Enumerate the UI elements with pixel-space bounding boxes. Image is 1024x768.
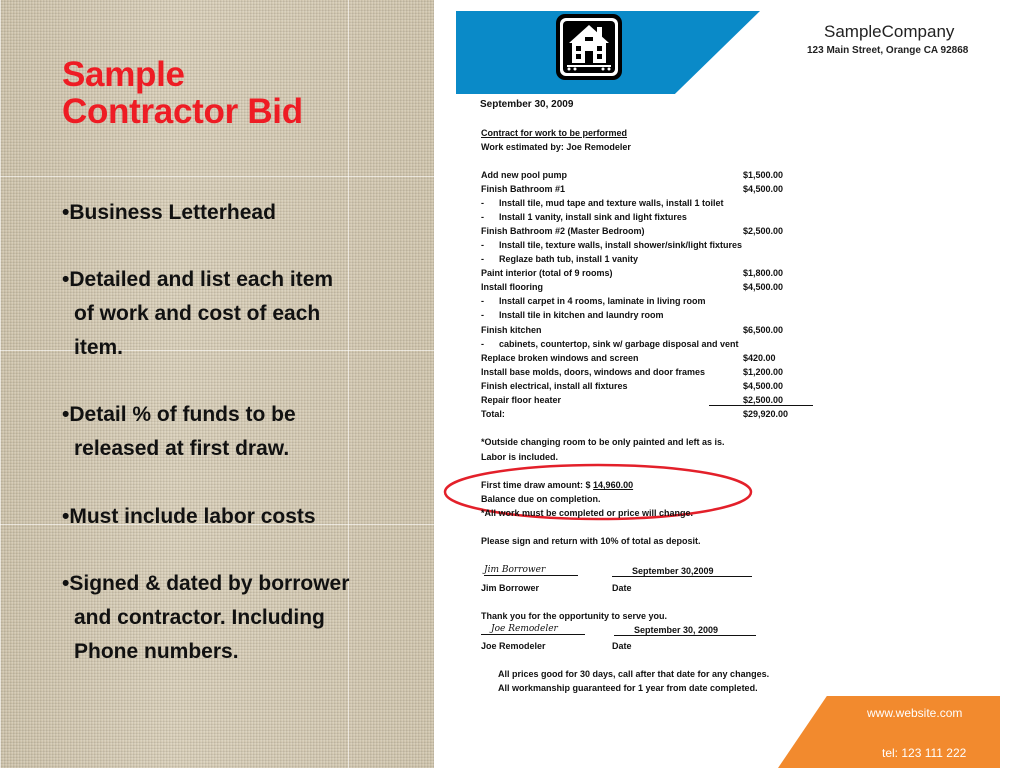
line-item-label: Paint interior (total of 9 rooms) <box>481 268 613 278</box>
bullet-text: •Detail % of funds to be <box>62 403 296 426</box>
line-item-label: Install base molds, doors, windows and door frames <box>481 367 706 377</box>
bullet-text: item. <box>74 336 124 359</box>
draw-amount: 14,960.00 <box>593 480 634 490</box>
footer-website: www.website.com <box>867 706 963 720</box>
line-item-label: Finish Bathroom #1 <box>481 184 566 194</box>
borrower-date: September 30,2009 <box>612 566 752 577</box>
bullet-text: released at first draw. <box>74 437 290 460</box>
line-item-label: Repair floor heater <box>481 395 562 405</box>
document-date: September 30, 2009 <box>480 99 574 110</box>
bullet-detailed-items <box>62 263 333 365</box>
line-item-detail: - Install tile, texture walls, install shower/sink/light fixtures <box>481 240 743 250</box>
note-labor: Labor is included. <box>481 452 559 462</box>
borrower-signature: Jim Borrower <box>484 565 578 576</box>
panel-grid-line <box>0 176 434 177</box>
contractor-name: Joe Remodeler <box>481 641 546 651</box>
line-item-amount: $4,500.00 <box>743 381 784 391</box>
line-item-amount: $420.00 <box>743 353 776 363</box>
contractor-date: September 30, 2009 <box>614 625 756 636</box>
thanks-note: Thank you for the opportunity to serve you. <box>481 611 668 621</box>
bullet-business-letterhead <box>62 196 276 230</box>
bullet-text: •Signed & dated by borrower <box>62 572 350 595</box>
house-icon <box>555 13 623 81</box>
line-item-amount: $1,200.00 <box>743 367 784 377</box>
line-item-amount: $1,800.00 <box>743 268 784 278</box>
line-item-label: Finish electrical, install all fixtures <box>481 381 628 391</box>
left-slide-panel <box>0 0 434 768</box>
borrower-name: Jim Borrower <box>481 583 540 593</box>
line-item-amount: $1,500.00 <box>743 170 784 180</box>
total-label: Total: <box>481 409 505 419</box>
line-item-label: Install flooring <box>481 282 543 292</box>
bullet-labor-costs <box>62 500 316 534</box>
bullet-text: of work and cost of each <box>74 302 321 325</box>
line-item-label: Finish Bathroom #2 (Master Bedroom) <box>481 226 645 236</box>
slide-title-line: Contractor Bid <box>62 92 303 131</box>
bullet-signed-dated <box>62 567 349 669</box>
line-item-detail: - Install 1 vanity, install sink and light fixtures <box>481 212 687 222</box>
sign-instruction: Please sign and return with 10% of total as deposit. <box>481 536 701 546</box>
terms-prices: All prices good for 30 days, call after that date for any changes. <box>498 669 770 679</box>
bullet-text: •Detailed and list each item <box>62 268 334 291</box>
line-item-label: Replace broken windows and screen <box>481 353 639 363</box>
line-item-amount: $2,500.00 <box>743 395 784 405</box>
estimated-by: Work estimated by: Joe Remodeler <box>481 142 631 152</box>
line-item-amount: $6,500.00 <box>743 325 784 335</box>
contract-heading: Contract for work to be performed <box>481 128 628 138</box>
line-item-amount: $4,500.00 <box>743 184 784 194</box>
bullet-text: •Must include labor costs <box>62 505 316 528</box>
line-item-amount: $2,500.00 <box>743 226 784 236</box>
total-amount: $29,920.00 <box>743 409 789 419</box>
company-address: 123 Main Street, Orange CA 92868 <box>807 45 969 56</box>
line-item-detail: - Install tile in kitchen and laundry room <box>481 310 664 320</box>
bullet-text: and contractor. Including <box>74 606 325 629</box>
line-item-label: Finish kitchen <box>481 325 542 335</box>
line-item-detail: - Install carpet in 4 rooms, laminate in living room <box>481 296 706 306</box>
total-rule <box>709 405 813 406</box>
slide-title-line: Sample <box>62 55 185 94</box>
note-outside-room: *Outside changing room to be only painted and left as is. <box>481 437 725 447</box>
line-item-detail: - Reglaze bath tub, install 1 vanity <box>481 254 639 264</box>
line-item-label: Add new pool pump <box>481 170 567 180</box>
date-label: Date <box>612 583 632 593</box>
line-item-detail: - Install tile, mud tape and texture walls, install 1 toilet <box>481 198 724 208</box>
bullet-text: Phone numbers. <box>74 640 239 663</box>
completion-note: *All work must be completed or price will change. <box>481 508 694 518</box>
company-name: SampleCompany <box>824 22 955 41</box>
draw-label: First time draw amount: $ <box>481 480 591 490</box>
bullet-funds-released <box>62 398 296 466</box>
draw-amount-line <box>481 480 653 490</box>
bullet-text: •Business Letterhead <box>62 201 276 224</box>
line-item-detail: - cabinets, countertop, sink w/ garbage disposal and vent <box>481 339 739 349</box>
terms-warranty: All workmanship guaranteed for 1 year from date completed. <box>498 683 758 693</box>
slide-title <box>62 56 303 130</box>
line-item-amount: $4,500.00 <box>743 282 784 292</box>
date-label: Date <box>612 641 632 651</box>
balance-due: Balance due on completion. <box>481 494 601 504</box>
contractor-bid-document <box>434 0 1024 768</box>
footer-phone: tel: 123 111 222 <box>882 746 967 760</box>
panel-grid-line <box>0 0 1 768</box>
contractor-signature: Joe Remodeler <box>481 624 585 635</box>
